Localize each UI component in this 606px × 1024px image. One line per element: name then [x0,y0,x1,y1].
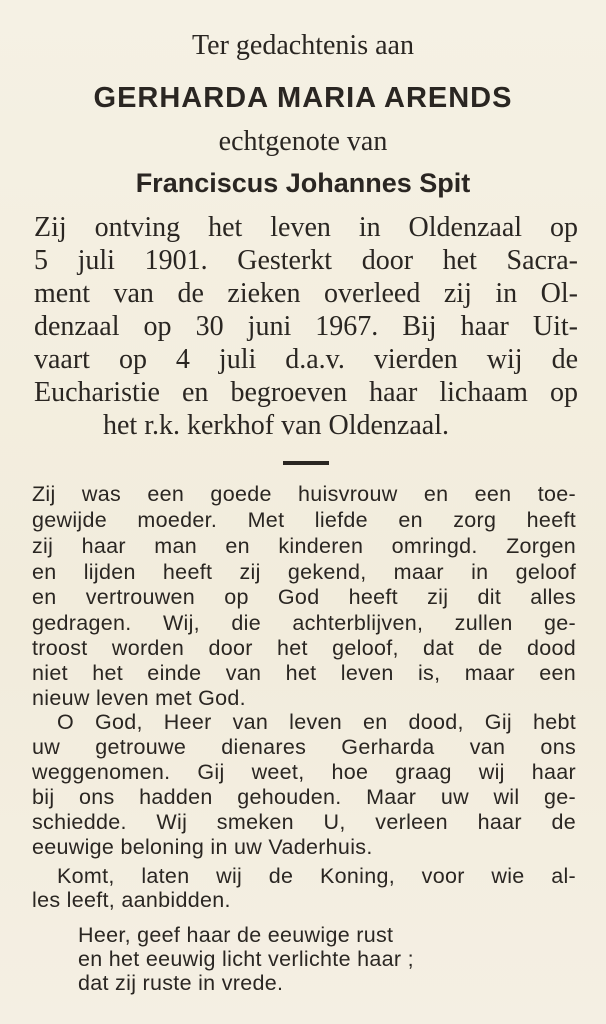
para2-line: uw getrouwe dienares Gerharda van ons [32,735,576,759]
bio-line: 5 juli 1901. Gesterkt door het Sacra- [34,245,578,276]
bio-line: vaart op 4 juli d.a.v. vierden wij de [34,344,578,375]
bio-line: ment van de zieken overleed zij in Ol- [34,278,578,309]
bio-line: denzaal op 30 juni 1967. Bij haar Uit- [34,311,578,342]
intro-line: Ter gedachtenis aan [192,30,414,61]
bio-line: het r.k. kerkhof van Oldenzaal. [103,410,449,441]
para3-line: Komt, laten wij de Koning, voor wie al- [57,864,576,888]
deceased-name: GERHARDA MARIA ARENDS [93,82,513,114]
prayer-line: Heer, geef haar de eeuwige rust [78,923,394,947]
para1-line: zij haar man en kinderen omringd. Zorgen [32,534,576,558]
para1-line: nieuw leven met God. [32,686,246,710]
bio-line: Eucharistie en begroeven haar lichaam op [34,377,578,408]
spouse-name: Franciscus Johannes Spit [135,168,471,198]
para2-line: schiedde. Wij smeken U, verleen haar de [32,810,576,834]
prayer-line: dat zij ruste in vrede. [78,971,284,995]
bio-line: Zij ontving het leven in Oldenzaal op [34,212,578,243]
para1-line: gewijde moeder. Met liefde en zorg heeft [32,508,576,532]
para1-line: troost worden door het geloof, dat de dood [32,636,576,660]
prayer-line: en het eeuwig licht verlichte haar ; [78,947,414,971]
para1-line: niet het einde van het leven is, maar een [32,661,576,685]
divider [283,461,329,465]
para1-line: Zij was een goede huisvrouw en een toe- [32,482,576,506]
relation-line: echtgenote van [218,126,388,157]
para1-line: en vertrouwen op God heeft zij dit alles [32,585,576,609]
para2-line: eeuwige beloning in uw Vaderhuis. [32,835,373,859]
para1-line: en lijden heeft zij gekend, maar in geloof [32,560,576,584]
para1-line: gedragen. Wij, die achterblijven, zullen ge- [32,611,576,635]
para2-line: O God, Heer van leven en dood, Gij hebt [57,710,576,734]
para2-line: weggenomen. Gij weet, hoe graag wij haar [32,760,576,784]
para3-line: les leeft, aanbidden. [32,888,231,912]
para2-line: bij ons hadden gehouden. Maar uw wil ge- [32,785,576,809]
